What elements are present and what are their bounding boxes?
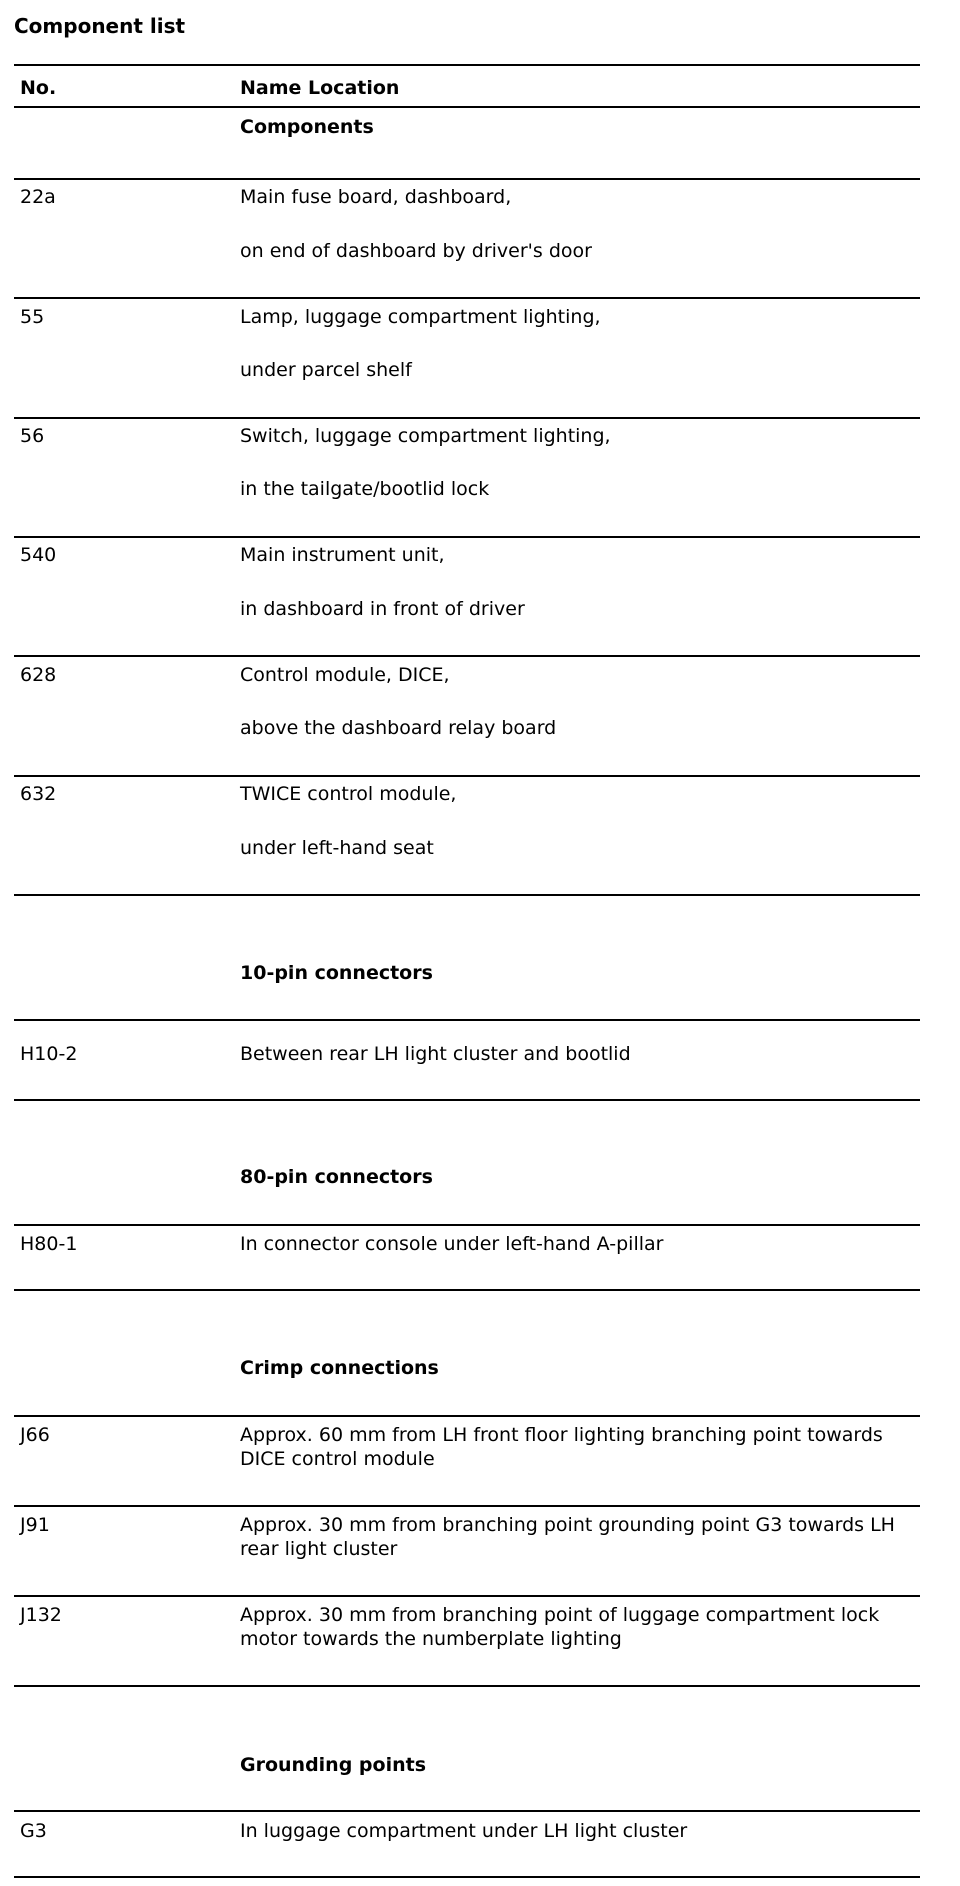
divider xyxy=(14,894,920,896)
component-location: above the dashboard relay board xyxy=(240,717,557,739)
component-location: in the tailgate/bootlid lock xyxy=(240,478,490,500)
header-no: No. xyxy=(20,77,57,99)
divider xyxy=(14,1876,920,1878)
component-no: 56 xyxy=(20,425,45,447)
divider xyxy=(14,1289,920,1291)
divider xyxy=(14,1099,920,1101)
divider xyxy=(14,417,920,419)
divider xyxy=(14,775,920,777)
divider xyxy=(14,106,920,108)
crimp-no: J132 xyxy=(20,1604,62,1626)
component-no: 22a xyxy=(20,186,56,208)
section-heading-components: Components xyxy=(240,116,374,138)
grounding-location: In luggage compartment under LH light cluster xyxy=(240,1820,688,1842)
crimp-no: J91 xyxy=(20,1514,50,1536)
connector-no: H80-1 xyxy=(20,1233,78,1255)
component-location: on end of dashboard by driver's door xyxy=(240,240,592,262)
crimp-no: J66 xyxy=(20,1424,50,1446)
divider xyxy=(14,1415,920,1417)
component-location: under left-hand seat xyxy=(240,837,434,859)
connector-no: H10-2 xyxy=(20,1043,78,1065)
section-heading-80-pin: 80-pin connectors xyxy=(240,1166,433,1188)
section-heading-crimp: Crimp connections xyxy=(240,1357,439,1379)
divider xyxy=(14,655,920,657)
component-name: Switch, luggage compartment lighting, xyxy=(240,425,611,447)
connector-location: Between rear LH light cluster and bootlid xyxy=(240,1043,631,1065)
divider xyxy=(14,1019,920,1021)
component-name: Main fuse board, dashboard, xyxy=(240,186,512,208)
header-name-location: Name Location xyxy=(240,77,400,99)
divider xyxy=(14,297,920,299)
divider xyxy=(14,1505,920,1507)
component-name: Main instrument unit, xyxy=(240,544,445,566)
component-name: TWICE control module, xyxy=(240,783,457,805)
section-heading-10-pin: 10-pin connectors xyxy=(240,962,433,984)
component-no: 628 xyxy=(20,664,57,686)
component-no: 540 xyxy=(20,544,57,566)
grounding-no: G3 xyxy=(20,1820,47,1842)
component-name: Control module, DICE, xyxy=(240,664,450,686)
connector-location: In connector console under left-hand A-pillar xyxy=(240,1233,664,1255)
component-name: Lamp, luggage compartment lighting, xyxy=(240,306,601,328)
divider xyxy=(14,1685,920,1687)
component-no: 632 xyxy=(20,783,57,805)
page-title: Component list xyxy=(14,14,186,38)
component-location: in dashboard in front of driver xyxy=(240,598,525,620)
divider xyxy=(14,64,920,66)
divider xyxy=(14,1810,920,1812)
divider xyxy=(14,536,920,538)
component-no: 55 xyxy=(20,306,45,328)
divider xyxy=(14,1224,920,1226)
crimp-location: Approx. 30 mm from branching point grounding point G3 towards LH rear light cluster xyxy=(240,1514,895,1560)
section-heading-grounding: Grounding points xyxy=(240,1754,427,1776)
divider xyxy=(14,1595,920,1597)
crimp-location: Approx. 60 mm from LH front floor lighting branching point towards DICE control module xyxy=(240,1424,883,1470)
crimp-location: Approx. 30 mm from branching point of luggage compartment lock motor towards the numberplate lighting xyxy=(240,1604,880,1650)
divider xyxy=(14,178,920,180)
component-location: under parcel shelf xyxy=(240,359,412,381)
